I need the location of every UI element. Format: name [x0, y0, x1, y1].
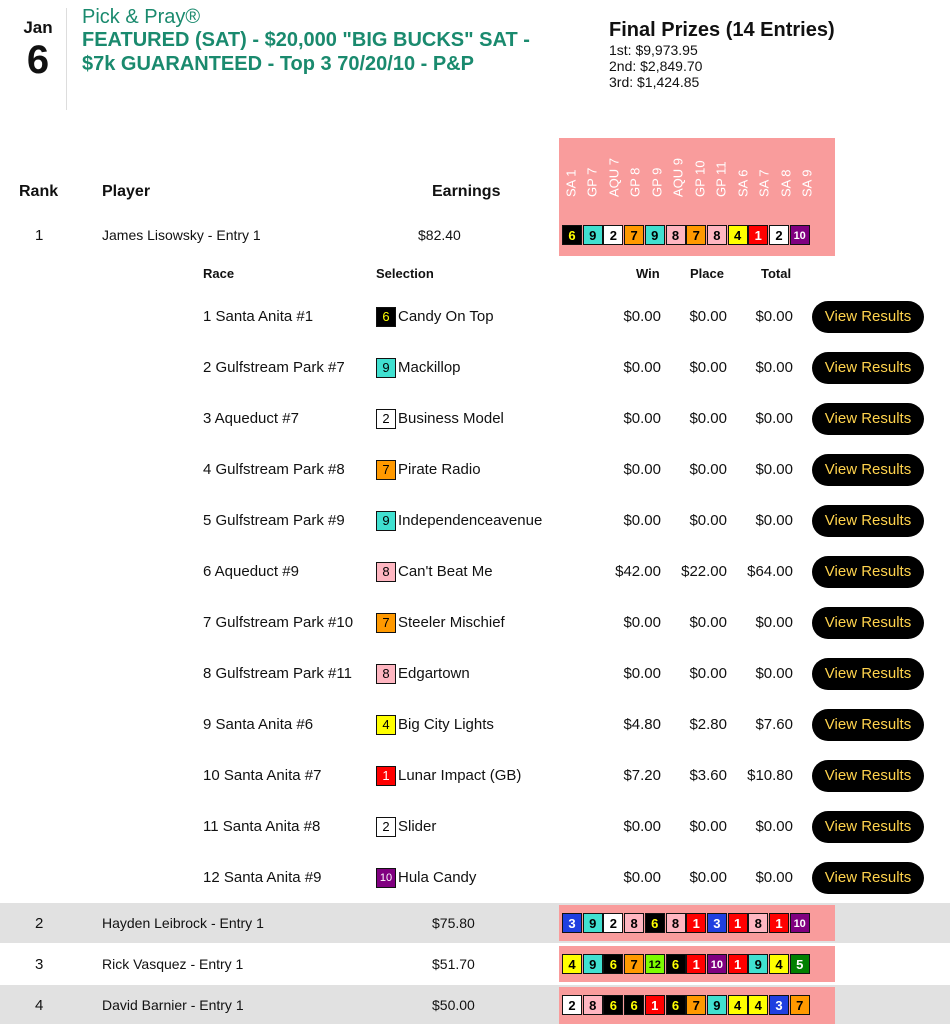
pick-chip: 1 — [769, 913, 789, 933]
view-results-button[interactable]: View Results — [812, 454, 924, 486]
horse-number-chip: 9 — [376, 358, 396, 378]
pick-chip: 2 — [603, 913, 623, 933]
pick-chip: 7 — [686, 995, 706, 1015]
horse-number-chip: 1 — [376, 766, 396, 786]
race-name: 11 Santa Anita #8 — [203, 818, 321, 835]
view-results-button[interactable]: View Results — [812, 658, 924, 690]
horse-number-chip: 8 — [376, 562, 396, 582]
prize-third: 3rd: $1,424.85 — [609, 74, 700, 90]
view-results-button[interactable]: View Results — [812, 811, 924, 843]
win-amount: $0.00 — [623, 512, 661, 529]
rank-header: Rank — [19, 183, 59, 200]
place-amount: $22.00 — [681, 563, 727, 580]
pick-chip: 10 — [790, 913, 810, 933]
pick-chip: 2 — [769, 225, 789, 245]
race-name: 7 Gulfstream Park #10 — [203, 614, 354, 631]
player-name[interactable]: Rick Vasquez - Entry 1 — [102, 956, 244, 972]
win-amount: $4.80 — [623, 716, 661, 733]
pick-chip: 10 — [790, 225, 810, 245]
selection-subheader: Selection — [376, 266, 434, 281]
total-amount: $0.00 — [755, 665, 793, 682]
pick-chip: 6 — [666, 995, 686, 1015]
race-name: 6 Aqueduct #9 — [203, 563, 299, 580]
player-name[interactable]: David Barnier - Entry 1 — [102, 997, 244, 1013]
pick-chip: 4 — [728, 995, 748, 1015]
pick-chip: 3 — [769, 995, 789, 1015]
pick-chip: 6 — [624, 995, 644, 1015]
horse-number-chip: 2 — [376, 409, 396, 429]
total-amount: $7.60 — [755, 716, 793, 733]
horse-number-chip: 2 — [376, 817, 396, 837]
final-prizes — [609, 18, 835, 90]
pick-chip: 6 — [562, 225, 582, 245]
horse-name: Business Model — [398, 410, 504, 427]
pick-chip: 6 — [603, 995, 623, 1015]
player-earnings: $75.80 — [432, 915, 475, 931]
pick-chip: 4 — [562, 954, 582, 974]
horse-name: Edgartown — [398, 665, 470, 682]
pick-chip: 8 — [666, 913, 686, 933]
race-column-label: AQU 9 — [670, 157, 686, 197]
race-name: 5 Gulfstream Park #9 — [203, 512, 345, 529]
win-amount: $0.00 — [623, 614, 661, 631]
player-earnings: $50.00 — [432, 997, 475, 1013]
win-amount: $0.00 — [623, 869, 661, 886]
race-name: 2 Gulfstream Park #7 — [203, 359, 345, 376]
horse-name: Independenceavenue — [398, 512, 543, 529]
total-amount: $64.00 — [747, 563, 793, 580]
pick-chip: 5 — [790, 954, 810, 974]
race-column-label: GP 11 — [713, 161, 729, 197]
race-name: 9 Santa Anita #6 — [203, 716, 314, 733]
total-amount: $0.00 — [755, 512, 793, 529]
place-amount: $0.00 — [689, 410, 727, 427]
race-name: 8 Gulfstream Park #11 — [203, 665, 352, 682]
view-results-button[interactable]: View Results — [812, 709, 924, 741]
race-column-label: SA 6 — [735, 169, 750, 197]
pick-chip: 1 — [645, 995, 665, 1015]
race-column-label: SA 9 — [799, 169, 815, 197]
total-amount: $0.00 — [755, 359, 793, 376]
race-subheader: Race — [203, 266, 235, 281]
pick-chip: 9 — [583, 225, 603, 245]
horse-name: Lunar Impact (GB) — [398, 767, 522, 784]
horse-name: Can't Beat Me — [398, 563, 493, 580]
race-column-header — [797, 144, 818, 212]
race-column-header — [754, 144, 775, 212]
player-name[interactable]: Hayden Leibrock - Entry 1 — [102, 915, 264, 931]
horse-name: Candy On Top — [398, 308, 494, 325]
header-divider — [66, 8, 67, 110]
race-column-label: GP 8 — [627, 167, 643, 197]
place-amount: $0.00 — [689, 512, 727, 529]
race-column-header — [732, 144, 753, 212]
place-amount: $0.00 — [689, 869, 727, 886]
view-results-button[interactable]: View Results — [812, 352, 924, 384]
pick-chip: 9 — [707, 995, 727, 1015]
total-amount: $0.00 — [755, 869, 793, 886]
race-column-label: GP 10 — [692, 160, 707, 197]
win-amount: $0.00 — [623, 359, 661, 376]
race-column-header — [560, 144, 581, 212]
pick-chip: 7 — [686, 225, 706, 245]
player-name[interactable]: James Lisowsky - Entry 1 — [102, 227, 261, 243]
race-column-label: AQU 7 — [606, 157, 621, 197]
place-amount: $0.00 — [689, 308, 727, 325]
race-column-header — [668, 144, 689, 212]
place-amount: $0.00 — [689, 461, 727, 478]
view-results-button[interactable]: View Results — [812, 301, 924, 333]
horse-number-chip: 7 — [376, 613, 396, 633]
horse-name: Pirate Radio — [398, 461, 481, 478]
view-results-button[interactable]: View Results — [812, 862, 924, 894]
race-column-header — [775, 144, 796, 212]
view-results-button[interactable]: View Results — [812, 556, 924, 588]
race-name: 4 Gulfstream Park #8 — [203, 461, 345, 478]
race-column-label: SA 8 — [778, 169, 793, 197]
win-amount: $7.20 — [623, 767, 661, 784]
pick-chip: 7 — [624, 225, 644, 245]
total-amount: $0.00 — [755, 818, 793, 835]
player-earnings: $51.70 — [432, 956, 475, 972]
pick-chip: 4 — [769, 954, 789, 974]
total-amount: $0.00 — [755, 308, 793, 325]
pick-chip: 2 — [603, 225, 623, 245]
horse-number-chip: 8 — [376, 664, 396, 684]
contest-title: FEATURED (SAT) - $20,000 "BIG BUCKS" SAT - $7k GUARANTEED - Top 3 70/20/10 - P&P — [82, 29, 530, 75]
race-column-header — [603, 144, 624, 212]
pick-chip: 3 — [707, 913, 727, 933]
total-amount: $10.80 — [747, 767, 793, 784]
win-amount: $0.00 — [623, 818, 661, 835]
date-badge — [18, 18, 58, 80]
horse-name: Hula Candy — [398, 869, 477, 886]
view-results-button[interactable]: View Results — [812, 760, 924, 792]
pick-chip: 8 — [707, 225, 727, 245]
prize-second: 2nd: $2,849.70 — [609, 58, 703, 74]
player-rank: 1 — [35, 227, 44, 244]
total-amount: $0.00 — [755, 410, 793, 427]
horse-number-chip: 7 — [376, 460, 396, 480]
race-column-label: SA 1 — [563, 169, 578, 197]
horse-number-chip: 10 — [376, 868, 396, 888]
pick-chip: 1 — [728, 913, 748, 933]
race-column-header — [689, 144, 710, 212]
win-amount: $42.00 — [615, 563, 661, 580]
race-name: 10 Santa Anita #7 — [203, 767, 322, 784]
place-subheader: Place — [690, 266, 724, 281]
race-column-header — [625, 144, 646, 212]
win-amount: $0.00 — [623, 665, 661, 682]
win-amount: $0.00 — [623, 461, 661, 478]
view-results-button[interactable]: View Results — [812, 403, 924, 435]
pick-chip: 7 — [790, 995, 810, 1015]
pick-chip: 1 — [748, 225, 768, 245]
contest-header — [82, 6, 562, 76]
view-results-button[interactable]: View Results — [812, 607, 924, 639]
pick-chip: 1 — [686, 954, 706, 974]
pick-chip: 9 — [583, 954, 603, 974]
total-subheader: Total — [761, 266, 792, 281]
place-amount: $2.80 — [689, 716, 727, 733]
win-subheader: Win — [636, 266, 660, 281]
total-amount: $0.00 — [755, 614, 793, 631]
pick-chip: 1 — [728, 954, 748, 974]
date-month: Jan — [23, 18, 53, 37]
pick-chip: 6 — [666, 954, 686, 974]
pick-chip: 7 — [624, 954, 644, 974]
view-results-button[interactable]: View Results — [812, 505, 924, 537]
pick-chip: 9 — [645, 225, 665, 245]
race-column-header — [582, 144, 603, 212]
pick-chip: 4 — [748, 995, 768, 1015]
horse-number-chip: 9 — [376, 511, 396, 531]
prizes-title: Final Prizes (14 Entries) — [609, 19, 835, 41]
place-amount: $0.00 — [689, 665, 727, 682]
player-earnings: $82.40 — [418, 227, 461, 243]
race-name: 1 Santa Anita #1 — [203, 308, 314, 325]
race-column-label: GP 7 — [584, 167, 600, 197]
win-amount: $0.00 — [623, 410, 661, 427]
contest-brand: Pick & Pray® — [82, 6, 201, 28]
pick-chip: 4 — [728, 225, 748, 245]
pick-chip: 12 — [645, 954, 665, 974]
horse-name: Slider — [398, 818, 437, 835]
place-amount: $0.00 — [689, 614, 727, 631]
pick-chip: 3 — [562, 913, 582, 933]
pick-chip: 8 — [624, 913, 644, 933]
horse-number-chip: 6 — [376, 307, 396, 327]
pick-chip: 10 — [707, 954, 727, 974]
prize-first: 1st: $9,973.95 — [609, 42, 698, 58]
horse-name: Big City Lights — [398, 716, 494, 733]
pick-chip: 8 — [583, 995, 603, 1015]
race-name: 12 Santa Anita #9 — [203, 869, 322, 886]
race-column-header — [711, 144, 732, 212]
race-column-header — [646, 144, 667, 212]
pick-chip: 1 — [686, 913, 706, 933]
pick-chip: 6 — [603, 954, 623, 974]
horse-name: Steeler Mischief — [398, 614, 505, 631]
pick-chip: 8 — [666, 225, 686, 245]
pick-chip: 8 — [748, 913, 768, 933]
pick-chip: 2 — [562, 995, 582, 1015]
earnings-header: Earnings — [432, 183, 501, 200]
place-amount: $0.00 — [689, 359, 727, 376]
pick-chip: 9 — [748, 954, 768, 974]
horse-name: Mackillop — [398, 359, 461, 376]
place-amount: $3.60 — [689, 767, 727, 784]
player-rank: 3 — [35, 956, 44, 973]
total-amount: $0.00 — [755, 461, 793, 478]
player-rank: 2 — [35, 915, 44, 932]
race-column-label: SA 7 — [756, 169, 772, 197]
player-header: Player — [102, 183, 151, 200]
race-column-label: GP 9 — [649, 167, 664, 197]
race-name: 3 Aqueduct #7 — [203, 410, 299, 427]
horse-number-chip: 4 — [376, 715, 396, 735]
pick-chip: 9 — [583, 913, 603, 933]
date-day: 6 — [26, 38, 50, 82]
player-rank: 4 — [35, 997, 44, 1014]
win-amount: $0.00 — [623, 308, 661, 325]
pick-chip: 6 — [645, 913, 665, 933]
place-amount: $0.00 — [689, 818, 727, 835]
